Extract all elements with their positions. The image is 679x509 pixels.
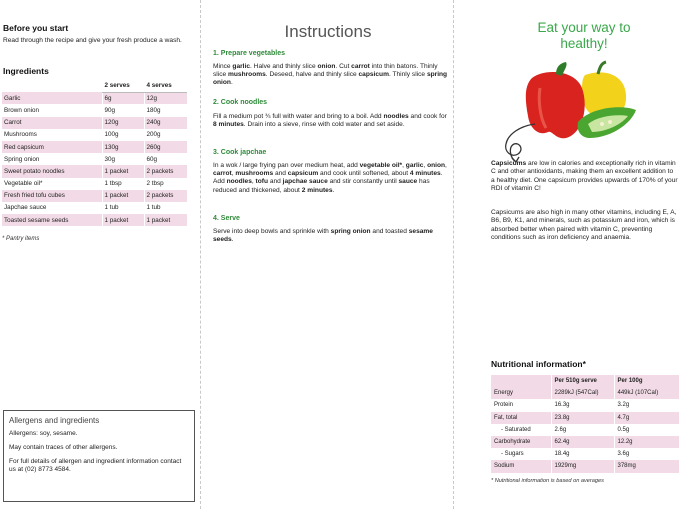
nutrient-per-100g: 12.2g xyxy=(614,436,679,448)
ingredient-row xyxy=(2,104,187,116)
step-4-text: Serve into deep bowls and sprinkle with spring onion and toasted sesame seeds. xyxy=(213,228,433,244)
curly-arrow-icon xyxy=(500,120,540,165)
ingredient-4-serves: 1 packet xyxy=(144,214,187,226)
nutrient-per-100g: 0.5g xyxy=(614,424,679,436)
pantry-note: * Pantry items xyxy=(2,236,40,242)
allergens-line: Allergens: soy, sesame. xyxy=(9,430,78,437)
ingredient-4-serves: 260g xyxy=(144,141,187,153)
ingredient-2-serves: 6g xyxy=(102,92,144,104)
ingredient-4-serves: 2 packets xyxy=(144,190,187,202)
ingredient-row xyxy=(2,92,187,104)
allergens-traces-line: May contain traces of other allergens. xyxy=(9,444,118,451)
instructions-column xyxy=(200,0,454,509)
ingredient-name: Fresh fried tofu cubes xyxy=(2,190,102,202)
nutrition-header-cell xyxy=(491,375,551,387)
nutrient-name: Energy xyxy=(491,387,551,399)
nutrient-per-serve: 23.8g xyxy=(551,412,614,424)
nutrition-table xyxy=(491,375,679,473)
ingredient-name: Vegetable oil* xyxy=(4,180,43,188)
nutrient-name: - Sugars xyxy=(501,451,524,458)
ingredient-name: Garlic xyxy=(2,92,102,104)
nutrition-header-cell: Per 100g xyxy=(614,375,679,387)
left-column xyxy=(0,0,200,509)
step-2-text: Fill a medium pot ¾ full with water and bring to a boil. Add noodles and cook for 8 minutes. Drain into a sieve, rinse with cold water and set aside. xyxy=(213,113,447,129)
ingredient-2-serves: 1 tub xyxy=(102,202,144,214)
nutrition-row xyxy=(491,399,679,411)
allergens-heading: Allergens and ingredients xyxy=(9,416,100,425)
ingredient-4-serves: 200g xyxy=(144,129,187,141)
ingredients-header-cell xyxy=(2,80,102,92)
ingredient-row xyxy=(2,178,187,190)
allergens-contact-line: For full details of allergen and ingredient information contact us at (02) 8773 4584. xyxy=(9,458,182,473)
nutrition-heading: Nutritional information* xyxy=(491,359,586,369)
ingredient-name: Japchae sauce xyxy=(4,204,47,212)
ingredient-4-serves: 12g xyxy=(144,92,187,104)
ingredients-table xyxy=(2,80,187,226)
nutrition-note: * Nutritional information is based on averages xyxy=(491,478,604,484)
nutrient-per-100g: 3.2g xyxy=(614,399,679,411)
ingredient-row xyxy=(2,165,187,177)
ingredient-4-serves: 2 tbsp xyxy=(144,178,187,190)
capsicum-paragraph-2: Capsicums are also high in many other vitamins, including E, A, B6, B9, K1, and minerals, such as potassium and iron, which is absorbed better when paired with vitamin C, preventing conditions such as iron deficiency and anaemia. xyxy=(491,209,677,241)
nutrient-per-serve: 2.6g xyxy=(551,424,614,436)
ingredient-row xyxy=(2,141,187,153)
ingredient-row xyxy=(2,117,187,129)
ingredient-4-serves: 180g xyxy=(144,104,187,116)
ingredient-4-serves: 60g xyxy=(144,153,187,165)
ingredient-2-serves: 1 packet xyxy=(102,190,144,202)
ingredient-2-serves: 130g xyxy=(102,141,144,153)
ingredients-heading: Ingredients xyxy=(3,66,49,76)
nutrition-row xyxy=(491,424,679,436)
ingredient-4-serves: 2 packets xyxy=(144,165,187,177)
ingredient-name: Carrot xyxy=(2,117,102,129)
nutrient-per-serve: 1929mg xyxy=(551,460,614,472)
nutrient-per-serve: 62.4g xyxy=(551,436,614,448)
ingredient-2-serves: 1 packet xyxy=(102,214,144,226)
nutrient-per-100g: 449kJ (107Cal) xyxy=(614,387,679,399)
ingredient-row xyxy=(2,190,187,202)
ingredient-2-serves: 1 tbsp xyxy=(102,178,144,190)
ingredient-name: Brown onion xyxy=(4,106,40,114)
nutrition-header-cell: Per 510g serve xyxy=(551,375,614,387)
ingredient-name: Spring onion xyxy=(4,155,40,163)
ingredient-row xyxy=(2,202,187,214)
before-you-start-text: Read through the recipe and give your fresh produce a wash. xyxy=(3,37,182,44)
before-you-start-heading: Before you start xyxy=(3,23,69,33)
step-3-text: In a wok / large frying pan over medium heat, add vegetable oil*, garlic, onion, carrot, mushrooms and capsicum and cook until softened, about 4 minutes. Add noodles, tofu and japchae sauce and stir constantly until sauce has reduced and thickened, about 2 minutes. xyxy=(213,162,447,194)
nutrient-per-serve: 2289kJ (547Cal) xyxy=(551,387,614,399)
nutrition-row xyxy=(491,448,679,460)
ingredients-header-cell: 4 serves xyxy=(144,80,187,92)
step-4-title: 4. Serve xyxy=(213,215,240,222)
ingredient-row xyxy=(2,153,187,165)
nutrition-header-row xyxy=(491,375,679,387)
nutrient-name: Protein xyxy=(494,402,514,409)
ingredient-2-serves: 120g xyxy=(102,117,144,129)
ingredients-header-row xyxy=(2,80,187,92)
ingredient-name: Sweet potato noodles xyxy=(2,165,102,177)
instructions-heading: Instructions xyxy=(284,22,372,41)
nutrition-row xyxy=(491,460,679,472)
step-3-title: 3. Cook japchae xyxy=(213,149,267,156)
nutrient-name: Sodium xyxy=(491,460,551,472)
nutrient-name: - Saturated xyxy=(501,426,531,433)
ingredient-name: Mushrooms xyxy=(4,131,37,139)
ingredient-2-serves: 90g xyxy=(102,104,144,116)
nutrient-per-100g: 378mg xyxy=(614,460,679,472)
ingredient-2-serves: 100g xyxy=(102,129,144,141)
ingredient-2-serves: 30g xyxy=(102,153,144,165)
ingredient-name: Toasted sesame seeds xyxy=(2,214,102,226)
nutrient-per-serve: 16.3g xyxy=(551,399,614,411)
eat-healthy-heading: Eat your way to healthy! xyxy=(537,20,631,51)
allergens-box xyxy=(3,410,195,502)
ingredient-row xyxy=(2,129,187,141)
nutrition-row xyxy=(491,412,679,424)
step-1-text: Mince garlic. Halve and thinly slice onion. Cut carrot into thin batons. Thinly slice mushrooms. Deseed, halve and thinly slice capsicum. Thinly slice spring onion. xyxy=(213,63,448,87)
ingredient-name: Red capsicum xyxy=(2,141,102,153)
nutrient-per-100g: 3.6g xyxy=(614,448,679,460)
step-2-title: 2. Cook noodles xyxy=(213,99,268,106)
nutrition-row xyxy=(491,436,679,448)
ingredient-4-serves: 1 tub xyxy=(144,202,187,214)
capsicum-paragraph-1: Capsicums are low in calories and exceptionally rich in vitamin C and other antioxidants, making them an excellent addition to a healthy diet. One capsicum provides upwards of 170% of your RDI of vitamin C! xyxy=(491,160,678,192)
ingredient-2-serves: 1 packet xyxy=(102,165,144,177)
step-1-title: 1. Prepare vegetables xyxy=(213,50,285,57)
nutrient-per-serve: 18.4g xyxy=(551,448,614,460)
nutrient-name: Carbohydrate xyxy=(491,436,551,448)
ingredient-row xyxy=(2,214,187,226)
ingredient-4-serves: 240g xyxy=(144,117,187,129)
nutrient-name: Fat, total xyxy=(491,412,551,424)
nutrient-per-100g: 4.7g xyxy=(614,412,679,424)
nutrition-row xyxy=(491,387,679,399)
ingredients-header-cell: 2 serves xyxy=(102,80,144,92)
